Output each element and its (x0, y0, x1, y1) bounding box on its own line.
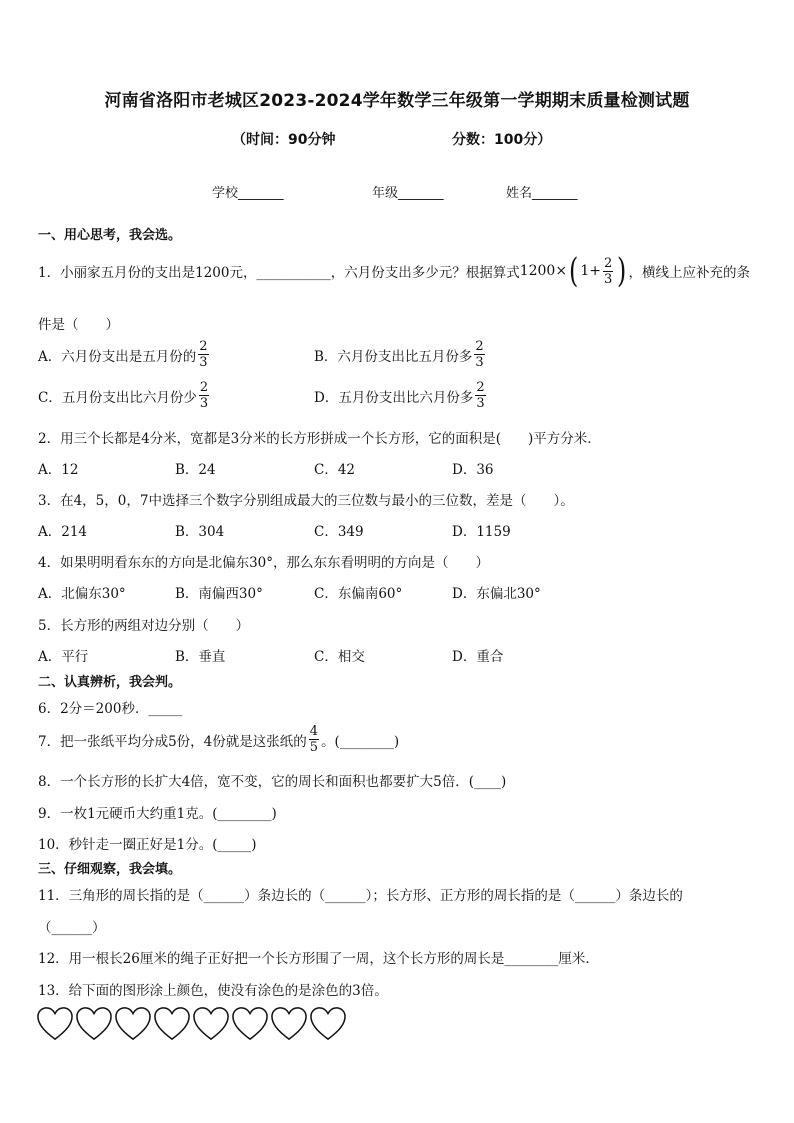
question-11-line-2: （______） (38, 920, 106, 936)
section-3-heading: 三、仔细观察，我会填。 (38, 862, 182, 877)
page-title: 河南省洛阳市老城区2023-2024学年数学三年级第一学期期末质量检测试题 (104, 91, 690, 111)
heart-icon[interactable] (231, 1006, 269, 1042)
q3-option-c[interactable]: C．349 (314, 524, 364, 540)
question-4: 4．如果明明看东东的方向是北偏东30°，那么东东看明明的方向是（ ） (38, 555, 490, 571)
question-1 (38, 251, 751, 291)
frac-num: 2 (476, 380, 485, 395)
q1-option-a[interactable] (38, 340, 211, 369)
q5-option-a[interactable]: A．平行 (38, 649, 89, 665)
frac-num: 2 (199, 380, 209, 395)
question-10: 10．秒针走一圈正好是1分。(_____) (38, 837, 257, 853)
heart-icon[interactable] (153, 1006, 191, 1042)
q1-option-a-fraction (198, 340, 208, 369)
q1-fraction-denominator: 3 (603, 271, 613, 287)
q5-option-c[interactable]: C．相交 (314, 649, 365, 665)
question-2: 2．用三个长都是4分米，宽都是3分米的长方形拼成一个长方形，它的面积是( )平方分米． (38, 431, 601, 447)
section-2-heading: 二、认真辨析，我会判。 (38, 675, 182, 690)
question-5: 5．长方形的两组对边分别（ ） (38, 618, 250, 634)
q2-option-d[interactable]: D．36 (452, 462, 494, 478)
q3-option-b[interactable]: B．304 (175, 524, 225, 540)
q1-option-d[interactable] (314, 381, 488, 410)
frac-den: 3 (199, 396, 209, 411)
q1-text-tail: ，横线上应补充的条 (628, 265, 751, 281)
frac-num: 2 (475, 339, 484, 354)
q1-option-b[interactable] (314, 340, 487, 369)
frac-den: 3 (475, 355, 484, 370)
q1-text: 1．小丽家五月份的支出是1200元，___________，六月份支出多少元？根据算式 (38, 265, 520, 281)
frac-den: 3 (476, 396, 485, 411)
heart-icon[interactable] (270, 1006, 308, 1042)
question-6: 6．2分＝200秒．_____ (38, 701, 183, 717)
name-field[interactable]: 姓名_______ (506, 186, 578, 201)
question-8: 8．一个长方形的长扩大4倍，宽不变，它的周长和面积也都要扩大5倍．(____) (38, 774, 507, 790)
q1-option-b-label: B．六月份支出比五月份多 (314, 348, 473, 365)
q4-option-b[interactable]: B．南偏西30° (175, 586, 263, 602)
frac-den: 3 (199, 355, 208, 370)
q2-option-a[interactable]: A．12 (38, 462, 79, 478)
heart-icon[interactable] (192, 1006, 230, 1042)
q1-formula (519, 251, 629, 291)
q7-fraction (309, 725, 319, 754)
q4-option-a[interactable]: A．北偏东30° (38, 586, 126, 602)
q1-fraction-numerator: 2 (603, 255, 613, 271)
frac-num: 2 (199, 339, 208, 354)
q1-option-b-fraction (474, 340, 484, 369)
exam-score: 分数：100分） (452, 132, 552, 148)
left-paren: ( (569, 251, 579, 291)
q1-option-c[interactable] (38, 381, 211, 410)
q5-option-b[interactable]: B．垂直 (175, 649, 226, 665)
q1-text-cont: 件是（ ） (38, 317, 119, 333)
q3-option-a[interactable]: A．214 (38, 524, 88, 540)
q1-option-c-fraction (199, 381, 209, 410)
grade-field[interactable]: 年级_______ (372, 186, 444, 201)
q3-option-d[interactable]: D．1159 (452, 524, 511, 540)
heart-icon[interactable] (36, 1006, 74, 1042)
q4-option-c[interactable]: C．东偏南60° (314, 586, 403, 602)
q2-option-b[interactable]: B．24 (175, 462, 216, 478)
question-9: 9．一枚1元硬币大约重1克。(________) (38, 806, 277, 822)
q7-fraction-numerator: 4 (309, 724, 319, 739)
heart-icon[interactable] (309, 1006, 347, 1042)
question-3: 3．在4，5，0，7中选择三个数字分别组成最大的三位数与最小的三位数，差是（ ）。 (38, 493, 574, 509)
question-13: 13．给下面的图形涂上颜色，使没有涂色的是涂色的3倍。 (38, 983, 388, 999)
q1-formula-one: 1+ (580, 263, 601, 279)
right-paren: ) (617, 251, 627, 291)
q4-option-d[interactable]: D．东偏北30° (452, 586, 541, 602)
question-12: 12．用一根长26厘米的绳子正好把一个长方形围了一周，这个长方形的周长是________厘米． (38, 951, 599, 967)
q7-text: 7．把一张纸平均分成5份，4份就是这张纸的 (38, 733, 307, 750)
heart-icon[interactable] (75, 1006, 113, 1042)
exam-time: （时间：90分钟 (232, 132, 336, 148)
school-field[interactable]: 学校_______ (212, 186, 284, 201)
q2-option-c[interactable]: C．42 (314, 462, 356, 478)
q1-option-c-label: C．五月份支出比六月份少 (38, 389, 197, 406)
question-11-line-1: 11．三角形的周长指的是（______）条边长的（______）；长方形、正方形的周长指的是（______）条边长的 (38, 888, 683, 904)
heart-shapes-row (36, 1006, 347, 1042)
heart-icon[interactable] (114, 1006, 152, 1042)
q1-option-a-label: A．六月份支出是五月份的 (38, 348, 197, 365)
q1-option-d-fraction (475, 381, 485, 410)
q5-option-d[interactable]: D．重合 (452, 649, 504, 665)
q1-formula-1200: 1200× (519, 263, 568, 279)
q1-option-d-label: D．五月份支出比六月份多 (314, 389, 474, 406)
q1-fraction (603, 257, 613, 286)
section-1-heading: 一、用心思考，我会选。 (38, 228, 182, 243)
question-7 (38, 725, 399, 754)
q7-fraction-denominator: 5 (309, 740, 319, 755)
q7-answer-blank[interactable]: 。(________) (321, 733, 400, 750)
